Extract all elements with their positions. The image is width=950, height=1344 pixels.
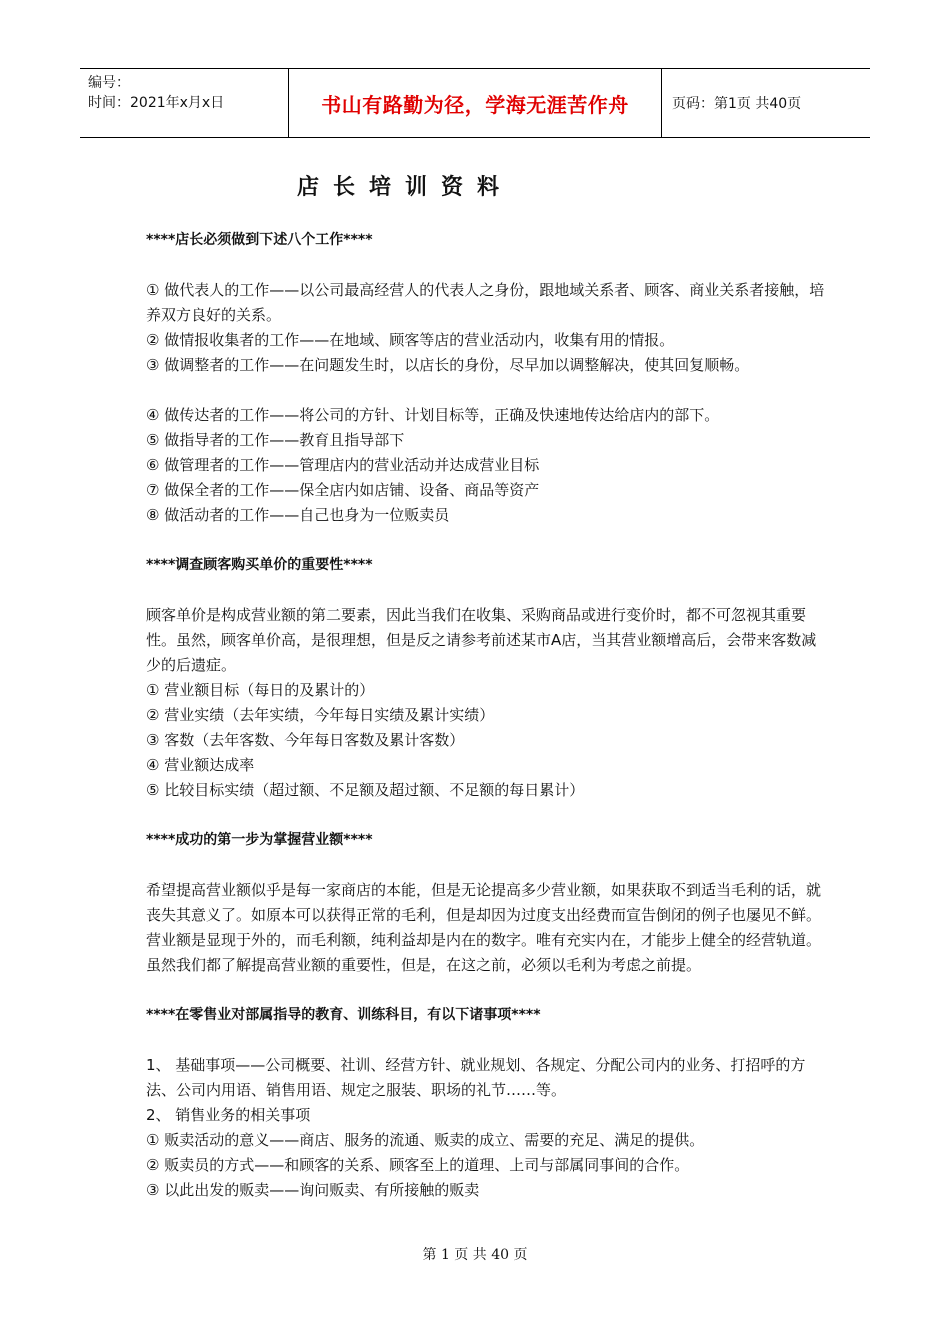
list-item: ③ 做调整者的工作——在问题发生时，以店长的身份，尽早加以调整解决，使其回复顺畅。	[146, 356, 750, 374]
list-item: ③ 客数（去年客数、今年每日客数及累计客数）	[146, 731, 465, 749]
document-title: 店长培训资料	[296, 175, 513, 200]
section-heading: ****成功的第一步为掌握营业额****	[146, 832, 373, 848]
document-date-label: 时间：2021年x月x日	[88, 95, 225, 111]
list-item: ① 贩卖活动的意义——商店、服务的流通、贩卖的成立、需要的充足、满足的提供。	[146, 1131, 705, 1149]
section-heading: ****在零售业对部属指导的教育、训练科目，有以下诸事项****	[146, 1007, 541, 1023]
document-body	[146, 228, 826, 1203]
list-item: ⑤ 做指导者的工作——教育且指导部下	[146, 431, 405, 449]
list-item: ⑥ 做管理者的工作——管理店内的营业活动并达成营业目标	[146, 456, 540, 474]
list-item: ⑤ 比较目标实绩（超过额、不足额及超过额、不足额的每日累计）	[146, 781, 585, 799]
section-heading: ****调查顾客购买单价的重要性****	[146, 557, 373, 573]
list-item: ① 做代表人的工作——以公司最高经营人的代表人之身份，跟地域关系者、顾客、商业关系者接触，培养双方良好的关系。	[146, 281, 825, 324]
list-item: ② 贩卖员的方式——和顾客的关系、顾客至上的道理、上司与部属同事间的合作。	[146, 1156, 690, 1174]
header-motto: 书山有路勤为径，学海无涯苦作舟	[288, 69, 662, 137]
list-item: ④ 做传达者的工作——将公司的方针、计划目标等，正确及快速地传达给店内的部下。	[146, 406, 720, 424]
page-header	[80, 68, 870, 138]
paragraph: 顾客单价是构成营业额的第二要素，因此当我们在收集、采购商品或进行变价时，都不可忽视其重要性。虽然，顾客单价高，是很理想，但是反之请参考前述某市A店，当其营业额增高后，会带来客数减少的后遗症。	[146, 606, 817, 674]
list-item: ③ 以此出发的贩卖——询问贩卖、有所接触的贩卖	[146, 1181, 480, 1199]
list-item: 2、 销售业务的相关事项	[146, 1106, 311, 1124]
page-footer: 第 1 页 共 40 页	[422, 1247, 528, 1263]
list-item: ⑦ 做保全者的工作——保全店内如店铺、设备、商品等资产	[146, 481, 540, 499]
header-page-info: 页码：第1页 共40页	[672, 96, 802, 112]
section-heading: ****店长必须做到下述八个工作****	[146, 232, 373, 248]
list-item: 1、 基础事项——公司概要、社训、经营方针、就业规划、各规定、分配公司内的业务、打招呼的方法、公司内用语、销售用语、规定之服装、职场的礼节……等。	[146, 1056, 806, 1099]
list-item: ② 营业实绩（去年实绩，今年每日实绩及累计实绩）	[146, 706, 495, 724]
document-number-label: 编号：	[88, 75, 130, 91]
header-meta	[80, 69, 288, 137]
list-item: ② 做情报收集者的工作——在地域、顾客等店的营业活动内，收集有用的情报。	[146, 331, 675, 349]
paragraph: 希望提高营业额似乎是每一家商店的本能，但是无论提高多少营业额，如果获取不到适当毛利的话，就丧失其意义了。如原本可以获得正常的毛利，但是却因为过度支出经费而宣告倒闭的例子也屡见不鲜。营业额是显现于外的，而毛利额，纯利益却是内在的数字。唯有充实内在，才能步上健全的经营轨道。虽然我们都了解提高营业额的重要性，但是，在这之前，必须以毛利为考虑之前提。	[146, 881, 822, 974]
list-item: ⑧ 做活动者的工作——自己也身为一位贩卖员	[146, 506, 450, 524]
list-item: ④ 营业额达成率	[146, 756, 255, 774]
list-item: ① 营业额目标（每日的及累计的）	[146, 681, 375, 699]
